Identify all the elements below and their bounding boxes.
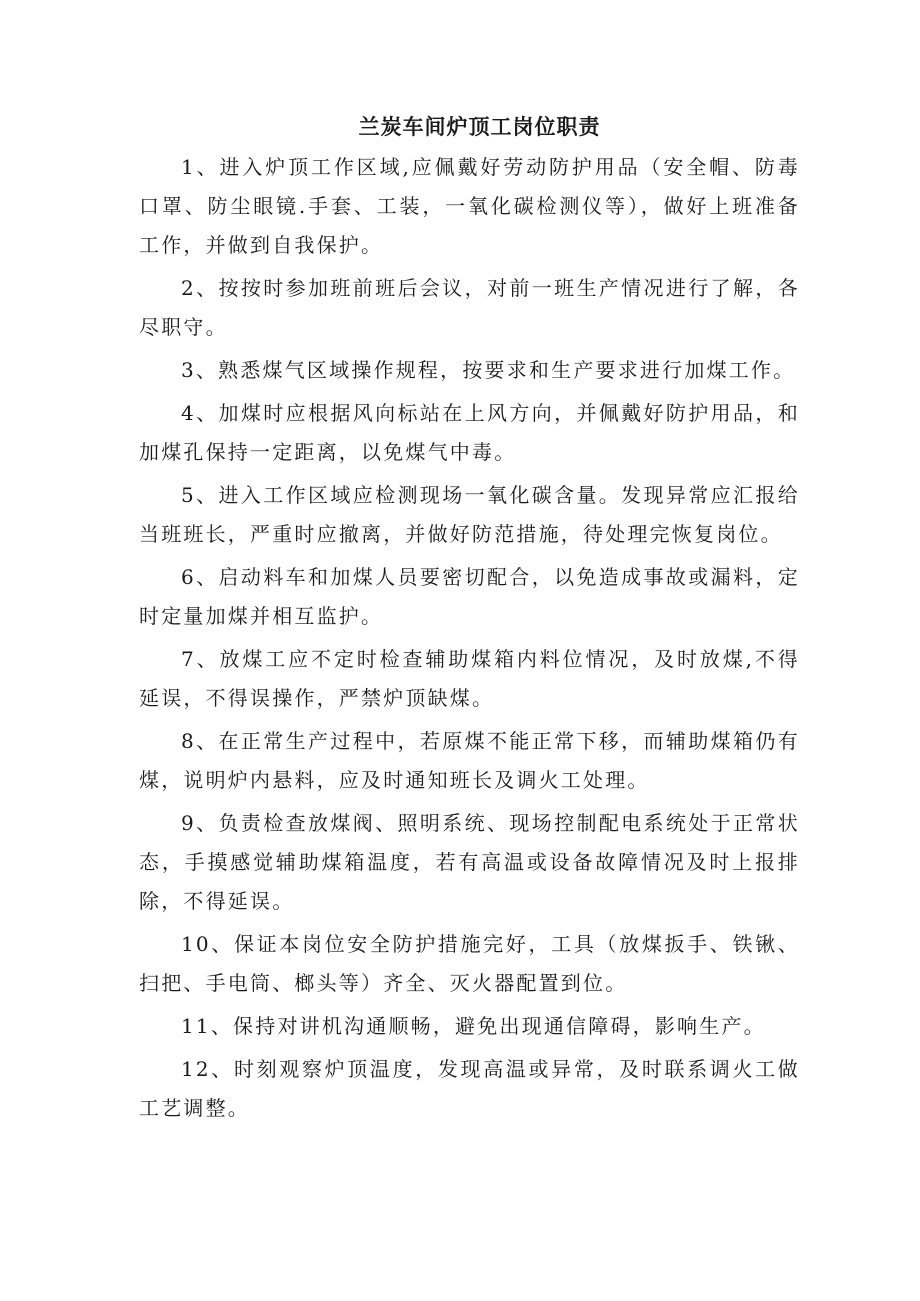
duty-item-1: 1、进入炉顶工作区域,应佩戴好劳动防护用品（安全帽、防毒口罩、防尘眼镜.手套、工装，一氧化碳检测仪等），做好上班准备工作，并做到自我保护。 [139, 155, 800, 257]
duty-item-10: 10、保证本岗位安全防护措施完好，工具（放煤扳手、铁锹、扫把、手电筒、榔头等）齐全、灭火器配置到位。 [139, 932, 800, 995]
document-title: 兰炭车间炉顶工岗位职责 [358, 115, 601, 139]
duty-item-3: 3、熟悉煤气区域操作规程，按要求和生产要求进行加煤工作。 [181, 358, 796, 382]
duty-item-2: 2、按按时参加班前班后会议，对前一班生产情况进行了解，各尽职守。 [139, 276, 800, 339]
duty-item-4: 4、加煤时应根据风向标站在上风方向，并佩戴好防护用品，和加煤孔保持一定距离，以免煤气中毒。 [139, 401, 800, 464]
duty-item-5: 5、进入工作区域应检测现场一氧化碳含量。发现异常应汇报给当班班长，严重时应撤离，并做好防范措施，待处理完恢复岗位。 [139, 483, 800, 546]
duty-item-8: 8、在正常生产过程中，若原煤不能正常下移，而辅助煤箱仍有煤，说明炉内悬料，应及时通知班长及调火工处理。 [139, 729, 800, 792]
duty-item-6: 6、启动料车和加煤人员要密切配合，以免造成事故或漏料，定时定量加煤并相互监护。 [139, 565, 800, 628]
duty-list [139, 148, 800, 1128]
duty-item-11: 11、保持对讲机沟通顺畅，避免出现通信障碍，影响生产。 [181, 1014, 766, 1038]
duty-item-7: 7、放煤工应不定时检查辅助煤箱内料位情况，及时放煤,不得延误，不得误操作，严禁炉顶缺煤。 [139, 647, 800, 710]
duty-item-9: 9、负责检查放煤阀、照明系统、现场控制配电系统处于正常状态，手摸感觉辅助煤箱温度，若有高温或设备故障情况及时上报排除，不得延误。 [139, 811, 800, 913]
duty-item-12: 12、时刻观察炉顶温度，发现高温或异常，及时联系调火工做工艺调整。 [139, 1057, 800, 1120]
